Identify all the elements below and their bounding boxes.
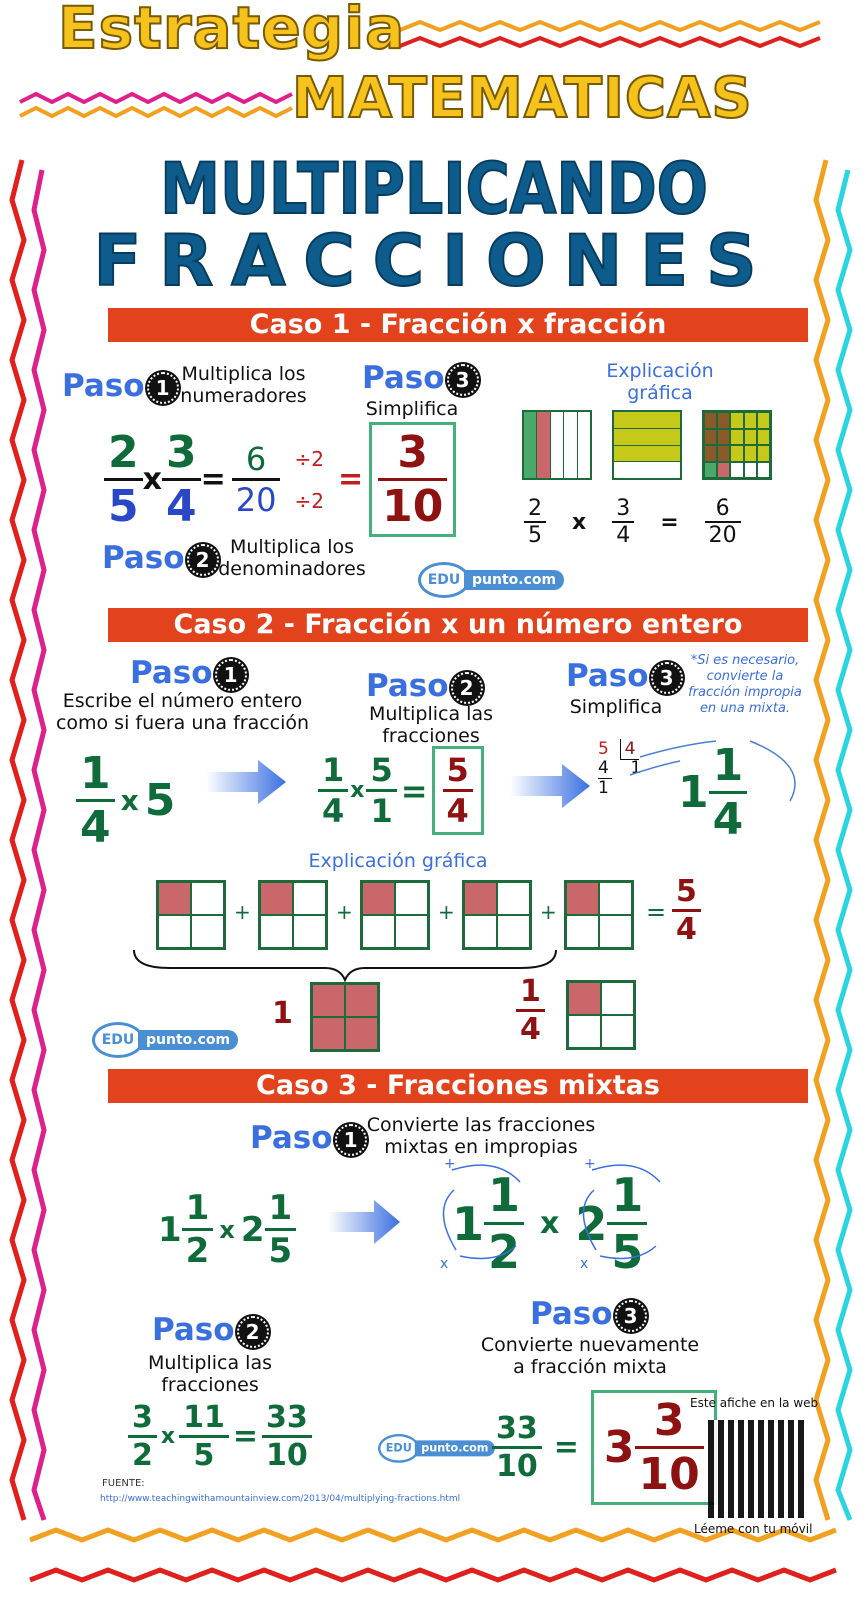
- caso1-banner: Caso 1 - Fracción x fracción: [108, 308, 808, 342]
- caso1-paso2-label: Paso 2: [102, 540, 219, 576]
- caso2-paso1-label: Paso 1: [130, 655, 247, 691]
- title-fracciones: FRACCIONES: [93, 220, 775, 302]
- fraction: $\frac{5}{1}$: [366, 751, 396, 830]
- caso2-paso1-text: Escribe el número entero como si fuera una fracción: [55, 690, 310, 734]
- step-number-badge: 2: [237, 1316, 269, 1348]
- step-number-badge: 3: [615, 1300, 647, 1332]
- equals-sign: =: [646, 898, 667, 926]
- caso3-banner: Caso 3 - Fracciones mixtas: [108, 1069, 808, 1103]
- fraction: $\frac{1}{5}$: [607, 1168, 647, 1279]
- fraction: $\frac{1}{4}$: [76, 748, 115, 853]
- caso1-paso2-text: Multiplica los denominadores: [218, 536, 366, 580]
- caso2-step2-expression: $\frac{1}{4}$ x $\frac{5}{1}$ = $\frac{5}{4}$: [318, 746, 484, 835]
- arrow-right-icon: [510, 764, 590, 808]
- fraction: $\frac{3}{2}$: [128, 1400, 157, 1473]
- plus-mark: +: [584, 1156, 596, 1172]
- quarter-square: [360, 880, 430, 950]
- divide-by-two: ÷2 ÷2: [294, 446, 324, 513]
- quarter-square: [156, 880, 226, 950]
- caso1-paso3-label: Paso 3: [362, 360, 479, 396]
- edupunto-logo: EDU punto.com: [92, 1022, 238, 1058]
- step-number-badge: 1: [335, 1124, 367, 1156]
- caso3-paso1-label: Paso 1: [250, 1120, 367, 1156]
- step-number-badge: 3: [651, 662, 683, 694]
- caso1-fourths-graphic: [612, 410, 682, 480]
- caso1-fifths-graphic: [522, 410, 592, 480]
- fraction: $\frac{5}{4}$: [443, 751, 473, 830]
- fraction: $\frac{1}{4}$: [709, 740, 748, 845]
- fraction: $\frac{3}{10}$: [635, 1395, 704, 1500]
- quarter-square: [258, 880, 328, 950]
- caso2-result-box: [432, 746, 484, 835]
- caso1-product-graphic: [702, 410, 772, 480]
- fraction: $\frac{33}{10}$: [492, 1411, 542, 1484]
- step-number-badge: 1: [147, 372, 179, 404]
- quarter-square: [566, 980, 636, 1050]
- fraction: $\frac{3}{4}$: [162, 427, 201, 532]
- caso1-result-box: [369, 422, 456, 537]
- caso2-paso3-text: Simplifica: [569, 696, 663, 718]
- times-mark: x: [580, 1256, 589, 1272]
- fraction: $\frac{3}{10}$: [378, 427, 447, 532]
- plus-mark: +: [444, 1156, 456, 1172]
- caso1-paso1-label: Paso 1: [62, 368, 179, 404]
- caso2-long-division: 5 4 4 1 1: [598, 739, 642, 798]
- caso3-final-box: 3 $\frac{3}{10}$: [591, 1390, 717, 1505]
- fraction: $\frac{2}{5}$: [524, 496, 546, 548]
- whole-one: 1: [272, 996, 293, 1031]
- plus-sign: +: [234, 900, 251, 924]
- fraction: $\frac{3}{4}$: [612, 496, 634, 548]
- step-number-badge: 2: [187, 544, 219, 576]
- fraction: $\frac{1}{5}$: [265, 1188, 297, 1271]
- caso1-paso1-text: Multiplica los numeradores: [180, 363, 307, 407]
- caso3-final-expression: $\frac{33}{10}$ = 3 $\frac{3}{10}$: [492, 1390, 717, 1505]
- caso2-paso3-label: Paso 3: [566, 658, 683, 694]
- arrow-right-icon: [206, 760, 286, 804]
- caso2-banner: Caso 2 - Fracción x un número entero: [108, 608, 808, 642]
- caso1-equation: $\frac{2}{5}$ x $\frac{3}{4}$ = $\frac{6}{20}$ ÷2 ÷2 = $\frac{3}{10}$: [104, 422, 456, 537]
- fraction: $\frac{2}{5}$: [104, 427, 143, 532]
- caso3-paso3-label: Paso 3: [530, 1296, 647, 1332]
- caso3-paso3-text: Convierte nuevamente a fracción mixta: [480, 1334, 700, 1378]
- fraction: $\frac{1}{4}$: [516, 974, 545, 1047]
- fraction: $\frac{1}{2}$: [484, 1168, 524, 1279]
- fraction: $\frac{11}{5}$: [179, 1400, 229, 1473]
- plus-sign: +: [336, 900, 353, 924]
- arrow-right-icon: [328, 1200, 400, 1244]
- title-multiplicando: MULTIPLICANDO: [160, 148, 708, 230]
- edupunto-logo: EDU punto.com: [418, 562, 564, 598]
- caso2-step1-expression: $\frac{1}{4}$ x 5: [76, 748, 175, 853]
- quarter-square: [564, 880, 634, 950]
- caso2-explicacion-title: Explicación gráfica: [308, 850, 488, 872]
- caso3-paso2-text: Multiplica las fracciones: [147, 1352, 272, 1396]
- header-estrategia: Estrategia: [58, 0, 406, 62]
- qr-code-icon[interactable]: [708, 1420, 806, 1518]
- caso2-mixed-result: 1 $\frac{1}{4}$: [678, 740, 747, 845]
- fraction: $\frac{6}{20}$: [232, 440, 281, 519]
- caso3-product-expression: $\frac{3}{2}$ x $\frac{11}{5}$ = $\frac{33}{10}$: [128, 1400, 312, 1473]
- qr-caption-top: Este afiche en la web: [690, 1396, 819, 1410]
- caso3-paso2-label: Paso 2: [152, 1312, 269, 1348]
- fraction: $\frac{1}{2}$: [182, 1188, 214, 1271]
- plus-sign: +: [438, 900, 455, 924]
- caso1-explicacion-title: Explicación gráfica: [606, 360, 714, 404]
- caso3-paso1-text: Convierte las fracciones mixtas en impropias: [366, 1114, 596, 1158]
- header-matematicas: MATEMATICAS: [292, 66, 753, 131]
- fraction: $\frac{6}{20}$: [705, 496, 741, 548]
- quarter-square: [462, 880, 532, 950]
- caso3-mixed-expression: 1 $\frac{1}{2}$ x 2 $\frac{1}{5}$: [158, 1188, 296, 1271]
- caso1-paso3-text: Simplifica: [365, 398, 459, 420]
- conversion-arrows: [436, 1160, 686, 1270]
- times-mark: x: [440, 1256, 449, 1272]
- caso2-note: *Si es necesario, convierte la fracción impropia en una mixta.: [688, 653, 802, 716]
- grouping-brace: [130, 946, 560, 982]
- source-link[interactable]: http://www.teachingwithamountainview.com/2013/04/multiplying-fractions.html: [100, 1494, 461, 1504]
- caso2-quarter: [516, 974, 545, 1047]
- plus-sign: +: [540, 900, 557, 924]
- qr-caption-bottom: Léeme con tu móvil: [694, 1522, 813, 1536]
- whole-square: [310, 982, 380, 1052]
- caso2-sum-result: [672, 874, 701, 947]
- edupunto-logo: EDU punto.com: [378, 1434, 495, 1463]
- caso2-paso2-label: Paso 2: [366, 668, 483, 704]
- caso1-graphic-equation: $\frac{2}{5}$ x $\frac{3}{4}$ = $\frac{6}{20}$: [524, 496, 741, 548]
- fraction: $\frac{33}{10}$: [262, 1400, 312, 1473]
- step-number-badge: 1: [215, 659, 247, 691]
- caso2-paso2-text: Multiplica las fracciones: [368, 703, 493, 747]
- step-number-badge: 2: [451, 672, 483, 704]
- fraction: $\frac{5}{4}$: [672, 874, 701, 947]
- step-number-badge: 3: [447, 364, 479, 396]
- fraction: $\frac{1}{4}$: [318, 751, 348, 830]
- caso3-mixed-annotated: 1 $\frac{1}{2}$ x 2 $\frac{1}{5}$: [452, 1168, 647, 1279]
- fuente-label: FUENTE:: [102, 1478, 145, 1489]
